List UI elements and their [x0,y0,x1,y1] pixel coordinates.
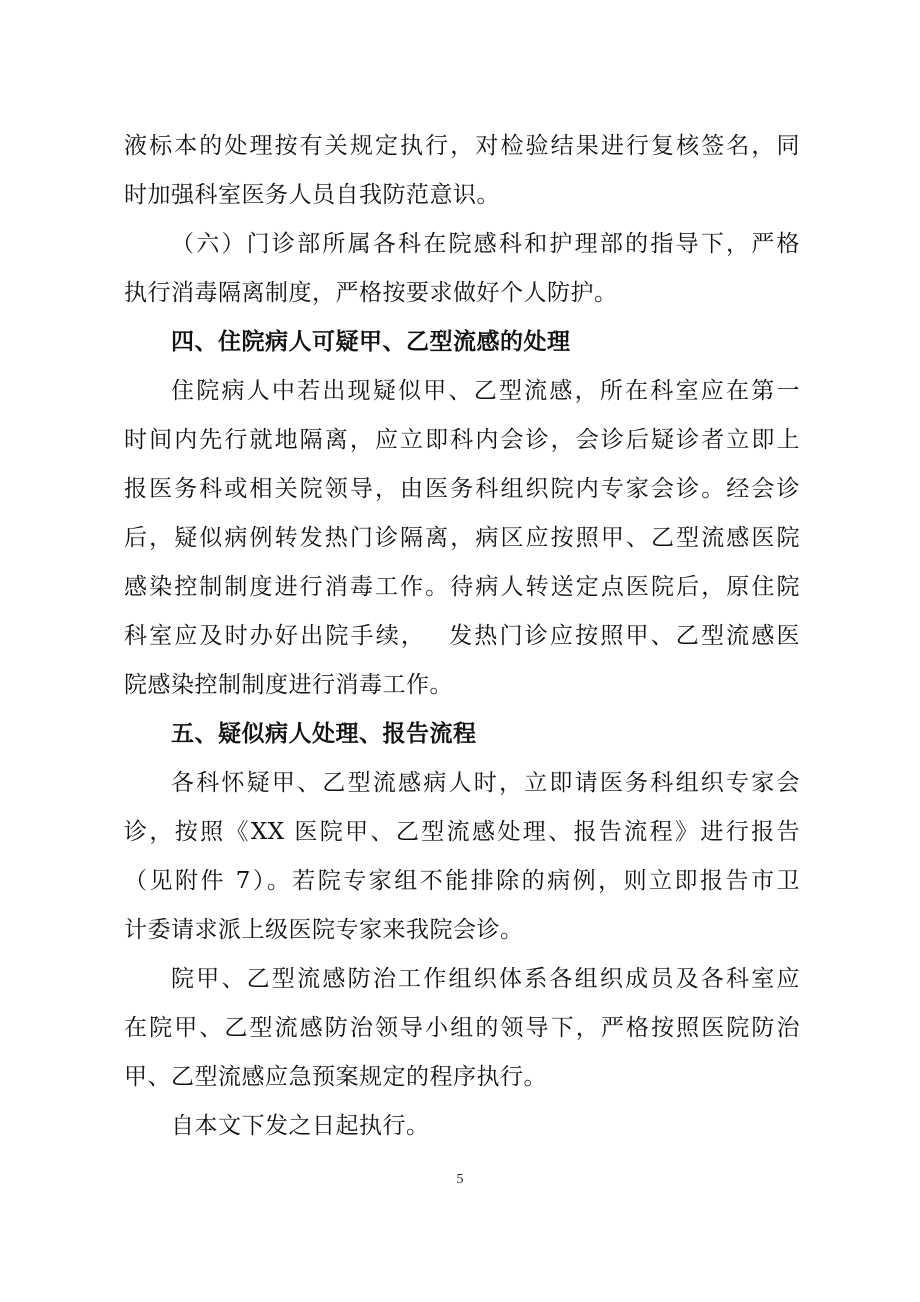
paragraph-line: 院甲、乙型流感防治工作组织体系各组织成员及各科室应 [171,966,800,992]
paragraph-line: 感染控制制度进行消毒工作。待病人转送定点医院后，原住院 [124,574,800,600]
paragraph-line: （六）门诊部所属各科在院感科和护理部的指导下，严格 [171,231,800,257]
paragraph-line: 在院甲、乙型流感防治领导小组的领导下，严格按照医院防治 [124,1015,800,1041]
paragraph-line: 住院病人中若出现疑似甲、乙型流感，所在科室应在第一 [171,378,800,404]
paragraph-line: 执行消毒隔离制度，严格按要求做好个人防护。 [124,280,618,306]
paragraph-line: 时间内先行就地隔离，应立即科内会诊，会诊后疑诊者立即上 [124,427,800,453]
paragraph-line: 时加强科室医务人员自我防范意识。 [124,182,500,208]
section-heading: 五、疑似病人处理、报告流程 [171,721,477,747]
paragraph-line: 自本文下发之日起执行。 [171,1113,430,1139]
paragraph-line: （见附件 7）。若院专家组不能排除的病例，则立即报告市卫 [124,868,800,894]
paragraph-line: 诊，按照《XX 医院甲、乙型流感处理、报告流程》进行报告 [124,819,800,845]
paragraph-line: 科室应及时办好出院手续， 发热门诊应按照甲、乙型流感医 [124,623,800,649]
paragraph-line: 计委请求派上级医院专家来我院会诊。 [124,917,524,943]
paragraph-line: 甲、乙型流感应急预案规定的程序执行。 [124,1064,547,1090]
document-body [124,122,800,1151]
paragraph-line: 液标本的处理按有关规定执行，对检验结果进行复核签名，同 [124,133,800,159]
section-heading: 四、住院病人可疑甲、乙型流感的处理 [171,329,571,355]
paragraph-line: 报医务科或相关院领导，由医务科组织院内专家会诊。经会诊 [124,476,800,502]
paragraph-line: 院感染控制制度进行消毒工作。 [124,672,453,698]
paragraph-line: 后，疑似病例转发热门诊隔离，病区应按照甲、乙型流感医院 [124,525,800,551]
paragraph-line: 各科怀疑甲、乙型流感病人时，立即请医务科组织专家会 [171,770,800,796]
page-number: 5 [456,1172,464,1187]
